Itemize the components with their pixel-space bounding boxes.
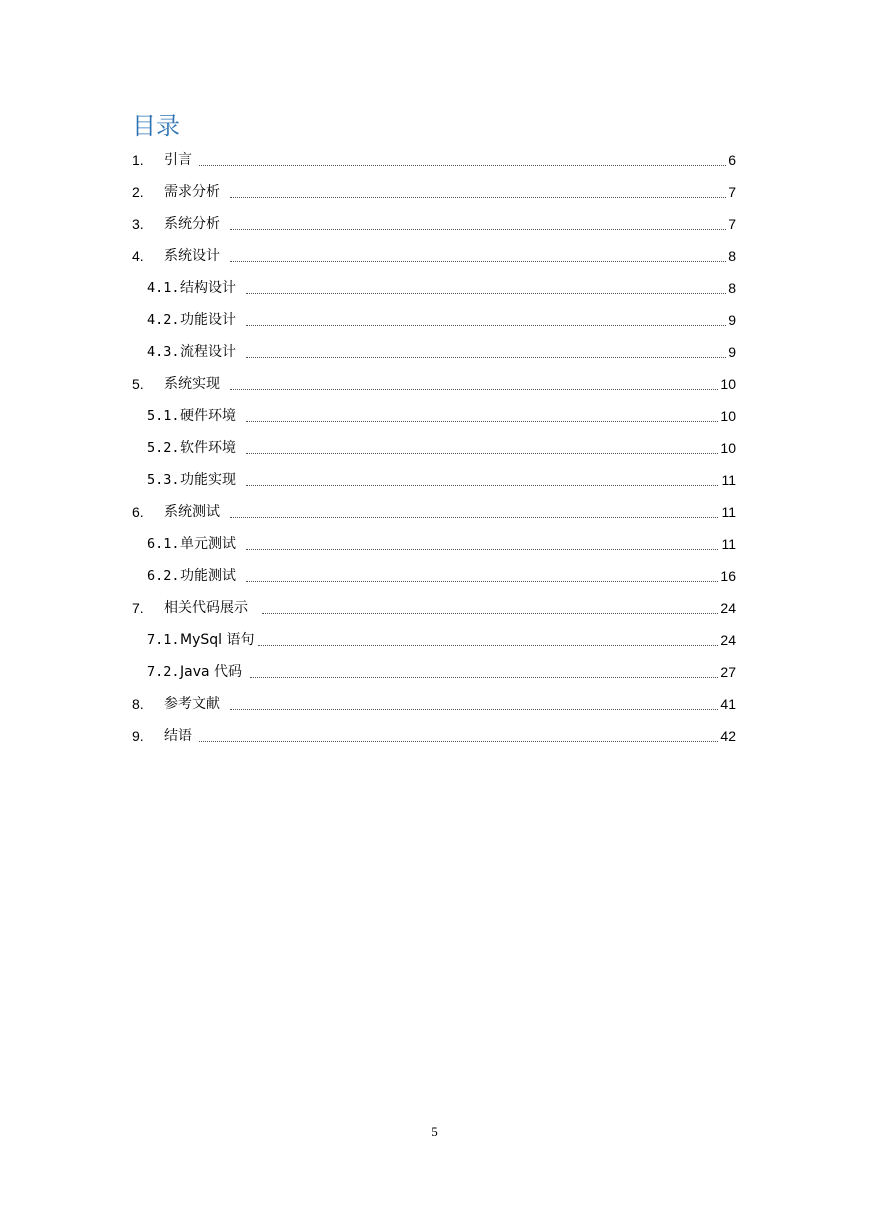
toc-entry-label: 功能实现 xyxy=(180,472,236,488)
toc-entry-label: 功能设计 xyxy=(180,312,236,328)
toc-entry-page: 27 xyxy=(720,664,736,680)
toc-entry-number: 6. xyxy=(132,504,144,520)
toc-entry-page: 8 xyxy=(728,280,736,296)
toc-leader xyxy=(246,581,718,582)
toc-entry-page: 7 xyxy=(728,184,736,200)
toc-entry-label: 单元测试 xyxy=(180,536,236,552)
toc-entry-page: 42 xyxy=(720,728,736,744)
toc-entry-label: 功能测试 xyxy=(180,568,236,584)
toc-entry-number: 7. xyxy=(132,600,144,616)
toc-entry-label: 硬件环境 xyxy=(180,408,236,424)
toc-entry-label: 需求分析 xyxy=(164,184,220,200)
toc-entry-page: 11 xyxy=(721,504,736,520)
toc-entry-number: 1. xyxy=(132,152,144,168)
toc-entry-label: 软件环境 xyxy=(180,440,236,456)
toc-entry-page: 11 xyxy=(721,536,736,552)
toc-entry-9[interactable] xyxy=(0,722,869,750)
toc-entry-page: 41 xyxy=(720,696,736,712)
toc-entry-6-1[interactable] xyxy=(0,530,869,558)
toc-entry-5-2[interactable] xyxy=(0,434,869,462)
toc-entry-number: 7.1. xyxy=(147,632,180,648)
toc-entry-label: 系统分析 xyxy=(164,216,220,232)
toc-entry-3[interactable] xyxy=(0,210,869,238)
toc-entry-number: 4.1. xyxy=(147,280,180,296)
toc-entry-number: 3. xyxy=(132,216,144,232)
toc-leader xyxy=(199,741,718,742)
toc-entry-page: 8 xyxy=(728,248,736,264)
toc-entry-label: 结语 xyxy=(164,728,192,744)
toc-entry-number: 7.2. xyxy=(147,664,180,680)
toc-leader xyxy=(199,165,726,166)
toc-leader xyxy=(230,197,726,198)
toc-entry-page: 7 xyxy=(728,216,736,232)
toc-entry-number: 6.1. xyxy=(147,536,180,552)
toc-entry-label: MySql 语句 xyxy=(180,632,255,648)
toc-entry-6-2[interactable] xyxy=(0,562,869,590)
toc-entry-5-1[interactable] xyxy=(0,402,869,430)
toc-entry-number: 5.2. xyxy=(147,440,180,456)
toc-entry-page: 16 xyxy=(720,568,736,584)
toc-title: 目录 xyxy=(132,112,180,140)
toc-leader xyxy=(230,261,726,262)
toc-entry-page: 11 xyxy=(721,472,736,488)
toc-entry-page: 24 xyxy=(720,632,736,648)
toc-entry-page: 24 xyxy=(720,600,736,616)
toc-entry-label: 流程设计 xyxy=(180,344,236,360)
toc-entry-2[interactable] xyxy=(0,178,869,206)
toc-entry-1[interactable] xyxy=(0,146,869,174)
toc-entry-7-2[interactable] xyxy=(0,658,869,686)
toc-entry-4-2[interactable] xyxy=(0,306,869,334)
toc-entry-number: 2. xyxy=(132,184,144,200)
toc-entry-page: 10 xyxy=(720,440,736,456)
toc-entry-label: 相关代码展示 xyxy=(164,600,248,616)
toc-entry-label: 参考文献 xyxy=(164,696,220,712)
toc-leader xyxy=(262,613,718,614)
toc-leader xyxy=(246,357,726,358)
toc-entry-number: 5.1. xyxy=(147,408,180,424)
toc-entry-number: 9. xyxy=(132,728,144,744)
toc-leader xyxy=(230,229,726,230)
toc-entry-page: 10 xyxy=(720,376,736,392)
toc-leader xyxy=(246,485,718,486)
toc-leader xyxy=(246,293,726,294)
toc-entry-label: 系统设计 xyxy=(164,248,220,264)
toc-leader xyxy=(230,709,718,710)
toc-entry-7-1[interactable] xyxy=(0,626,869,654)
toc-leader xyxy=(246,453,718,454)
toc-entry-number: 8. xyxy=(132,696,144,712)
toc-leader xyxy=(246,421,718,422)
toc-entry-number: 4.2. xyxy=(147,312,180,328)
toc-entry-label: 结构设计 xyxy=(180,280,236,296)
toc-entry-page: 9 xyxy=(728,344,736,360)
toc-entry-7[interactable] xyxy=(0,594,869,622)
toc-entry-6[interactable] xyxy=(0,498,869,526)
toc-entry-number: 4.3. xyxy=(147,344,180,360)
toc-entry-label: 系统测试 xyxy=(164,504,220,520)
toc-entry-page: 9 xyxy=(728,312,736,328)
toc-entry-label: Java 代码 xyxy=(180,664,243,680)
toc-entry-label: 系统实现 xyxy=(164,376,220,392)
toc-entry-4-1[interactable] xyxy=(0,274,869,302)
page-number: 5 xyxy=(431,1124,438,1139)
toc-entry-label: 引言 xyxy=(164,152,192,168)
toc-entry-number: 6.2. xyxy=(147,568,180,584)
toc-leader xyxy=(230,517,718,518)
toc-leader xyxy=(230,389,718,390)
toc-leader xyxy=(246,549,718,550)
toc-entry-number: 5.3. xyxy=(147,472,180,488)
toc-entry-4-3[interactable] xyxy=(0,338,869,366)
toc-entry-8[interactable] xyxy=(0,690,869,718)
toc-leader xyxy=(258,645,718,646)
toc-entry-5-3[interactable] xyxy=(0,466,869,494)
toc-entry-number: 5. xyxy=(132,376,144,392)
toc-entry-page: 6 xyxy=(728,152,736,168)
toc-leader xyxy=(246,325,726,326)
toc-entry-4[interactable] xyxy=(0,242,869,270)
toc-entry-number: 4. xyxy=(132,248,144,264)
toc-entry-5[interactable] xyxy=(0,370,869,398)
toc-leader xyxy=(250,677,718,678)
toc-entry-page: 10 xyxy=(720,408,736,424)
